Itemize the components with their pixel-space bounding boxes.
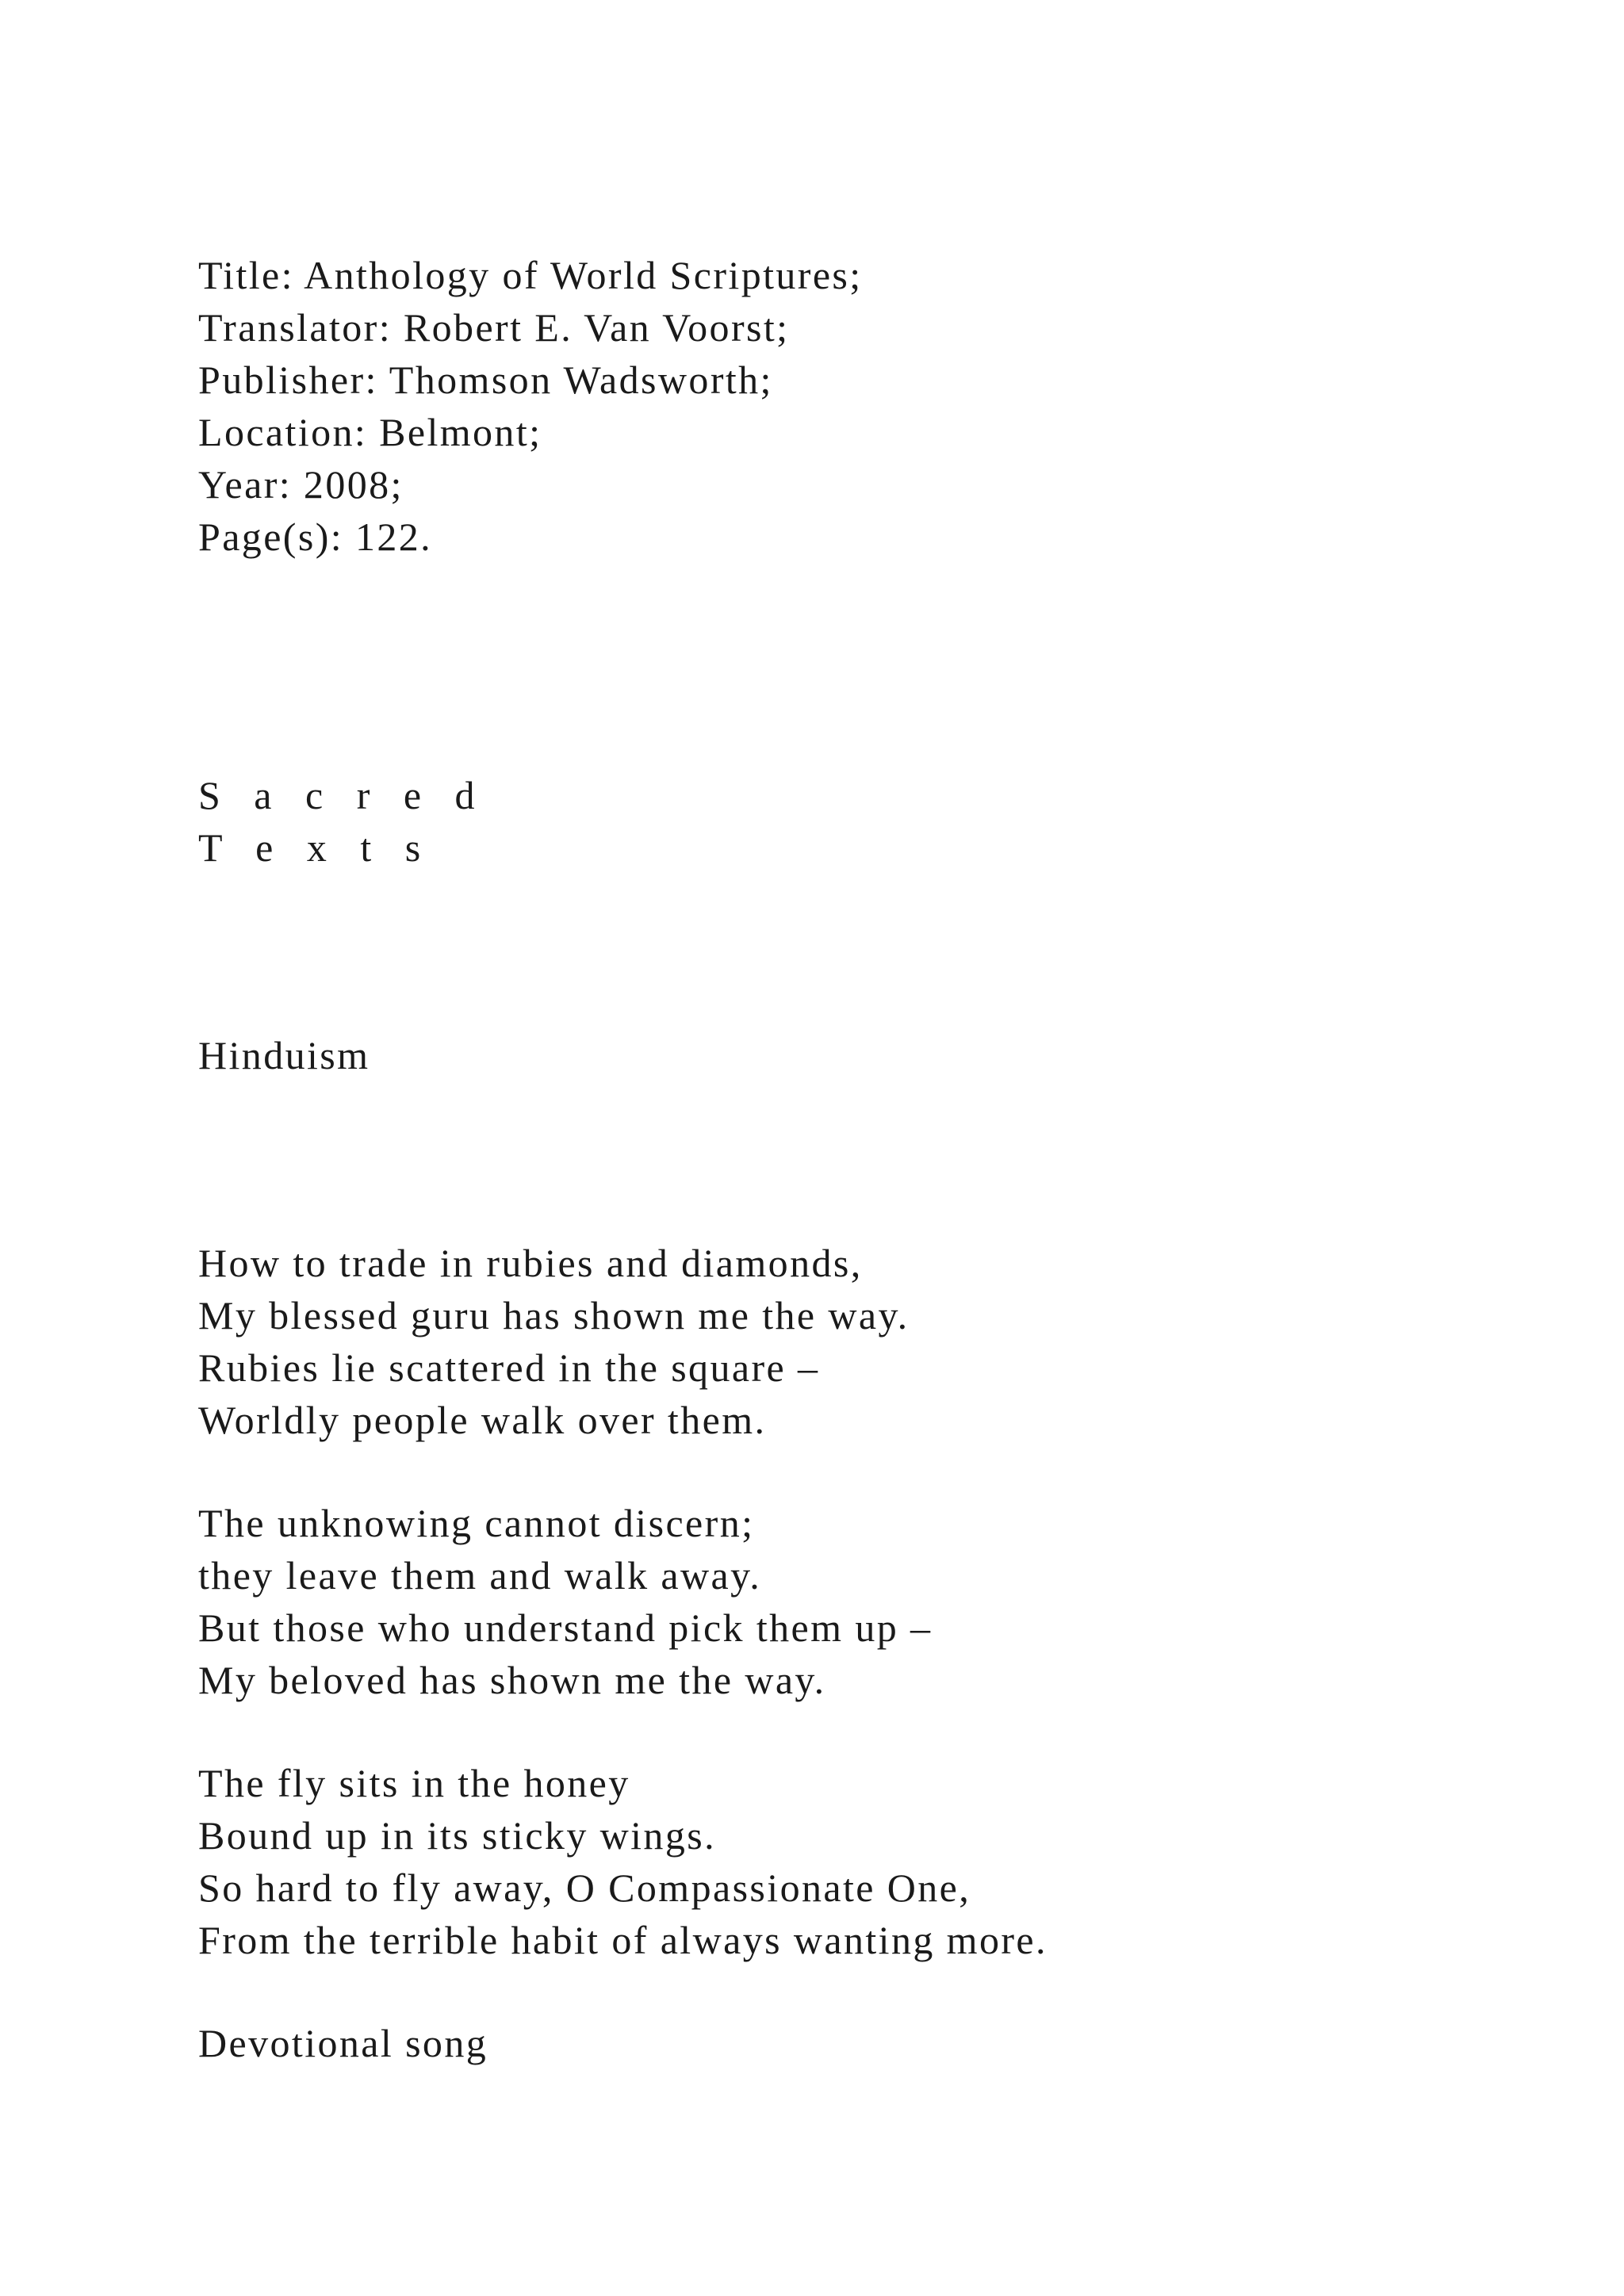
source-label: Devotional song <box>198 2021 488 2065</box>
poem-stanza-1 <box>198 1237 910 1446</box>
poem-line: they leave them and walk away. <box>198 1553 762 1598</box>
poem-line: How to trade in rubies and diamonds, <box>198 1241 863 1285</box>
section-title <box>198 1029 370 1081</box>
citation-publisher: Publisher: Thomson Wadsworth; <box>198 358 773 402</box>
heading-line-2: T e x t s <box>198 825 433 870</box>
citation-title: Title: Anthology of World Scriptures; <box>198 253 863 297</box>
poem-line: Rubies lie scattered in the square – <box>198 1345 820 1390</box>
poem-line: From the terrible habit of always wanting more. <box>198 1918 1048 1962</box>
poem-stanza-2 <box>198 1497 932 1706</box>
poem-line: Worldly people walk over them. <box>198 1398 767 1442</box>
heading-line-1: S a c r e d <box>198 773 487 817</box>
citation-location: Location: Belmont; <box>198 410 542 454</box>
citation-translator: Translator: Robert E. Van Voorst; <box>198 305 790 350</box>
poem-line: So hard to fly away, O Compassionate One, <box>198 1866 971 1910</box>
citation-year: Year: 2008; <box>198 462 404 507</box>
poem-line: My blessed guru has shown me the way. <box>198 1293 910 1337</box>
poem-stanza-3 <box>198 1757 1048 1966</box>
source-attribution <box>198 2017 488 2069</box>
page-heading <box>198 769 487 874</box>
poem-line: Bound up in its sticky wings. <box>198 1813 716 1858</box>
poem-line: But those who understand pick them up – <box>198 1605 933 1650</box>
citation-block <box>198 249 863 563</box>
poem-line: My beloved has shown me the way. <box>198 1658 826 1702</box>
citation-pages: Page(s): 122. <box>198 515 433 559</box>
section-label: Hinduism <box>198 1033 370 1077</box>
poem-line: The fly sits in the honey <box>198 1761 630 1805</box>
poem-line: The unknowing cannot discern; <box>198 1501 755 1545</box>
